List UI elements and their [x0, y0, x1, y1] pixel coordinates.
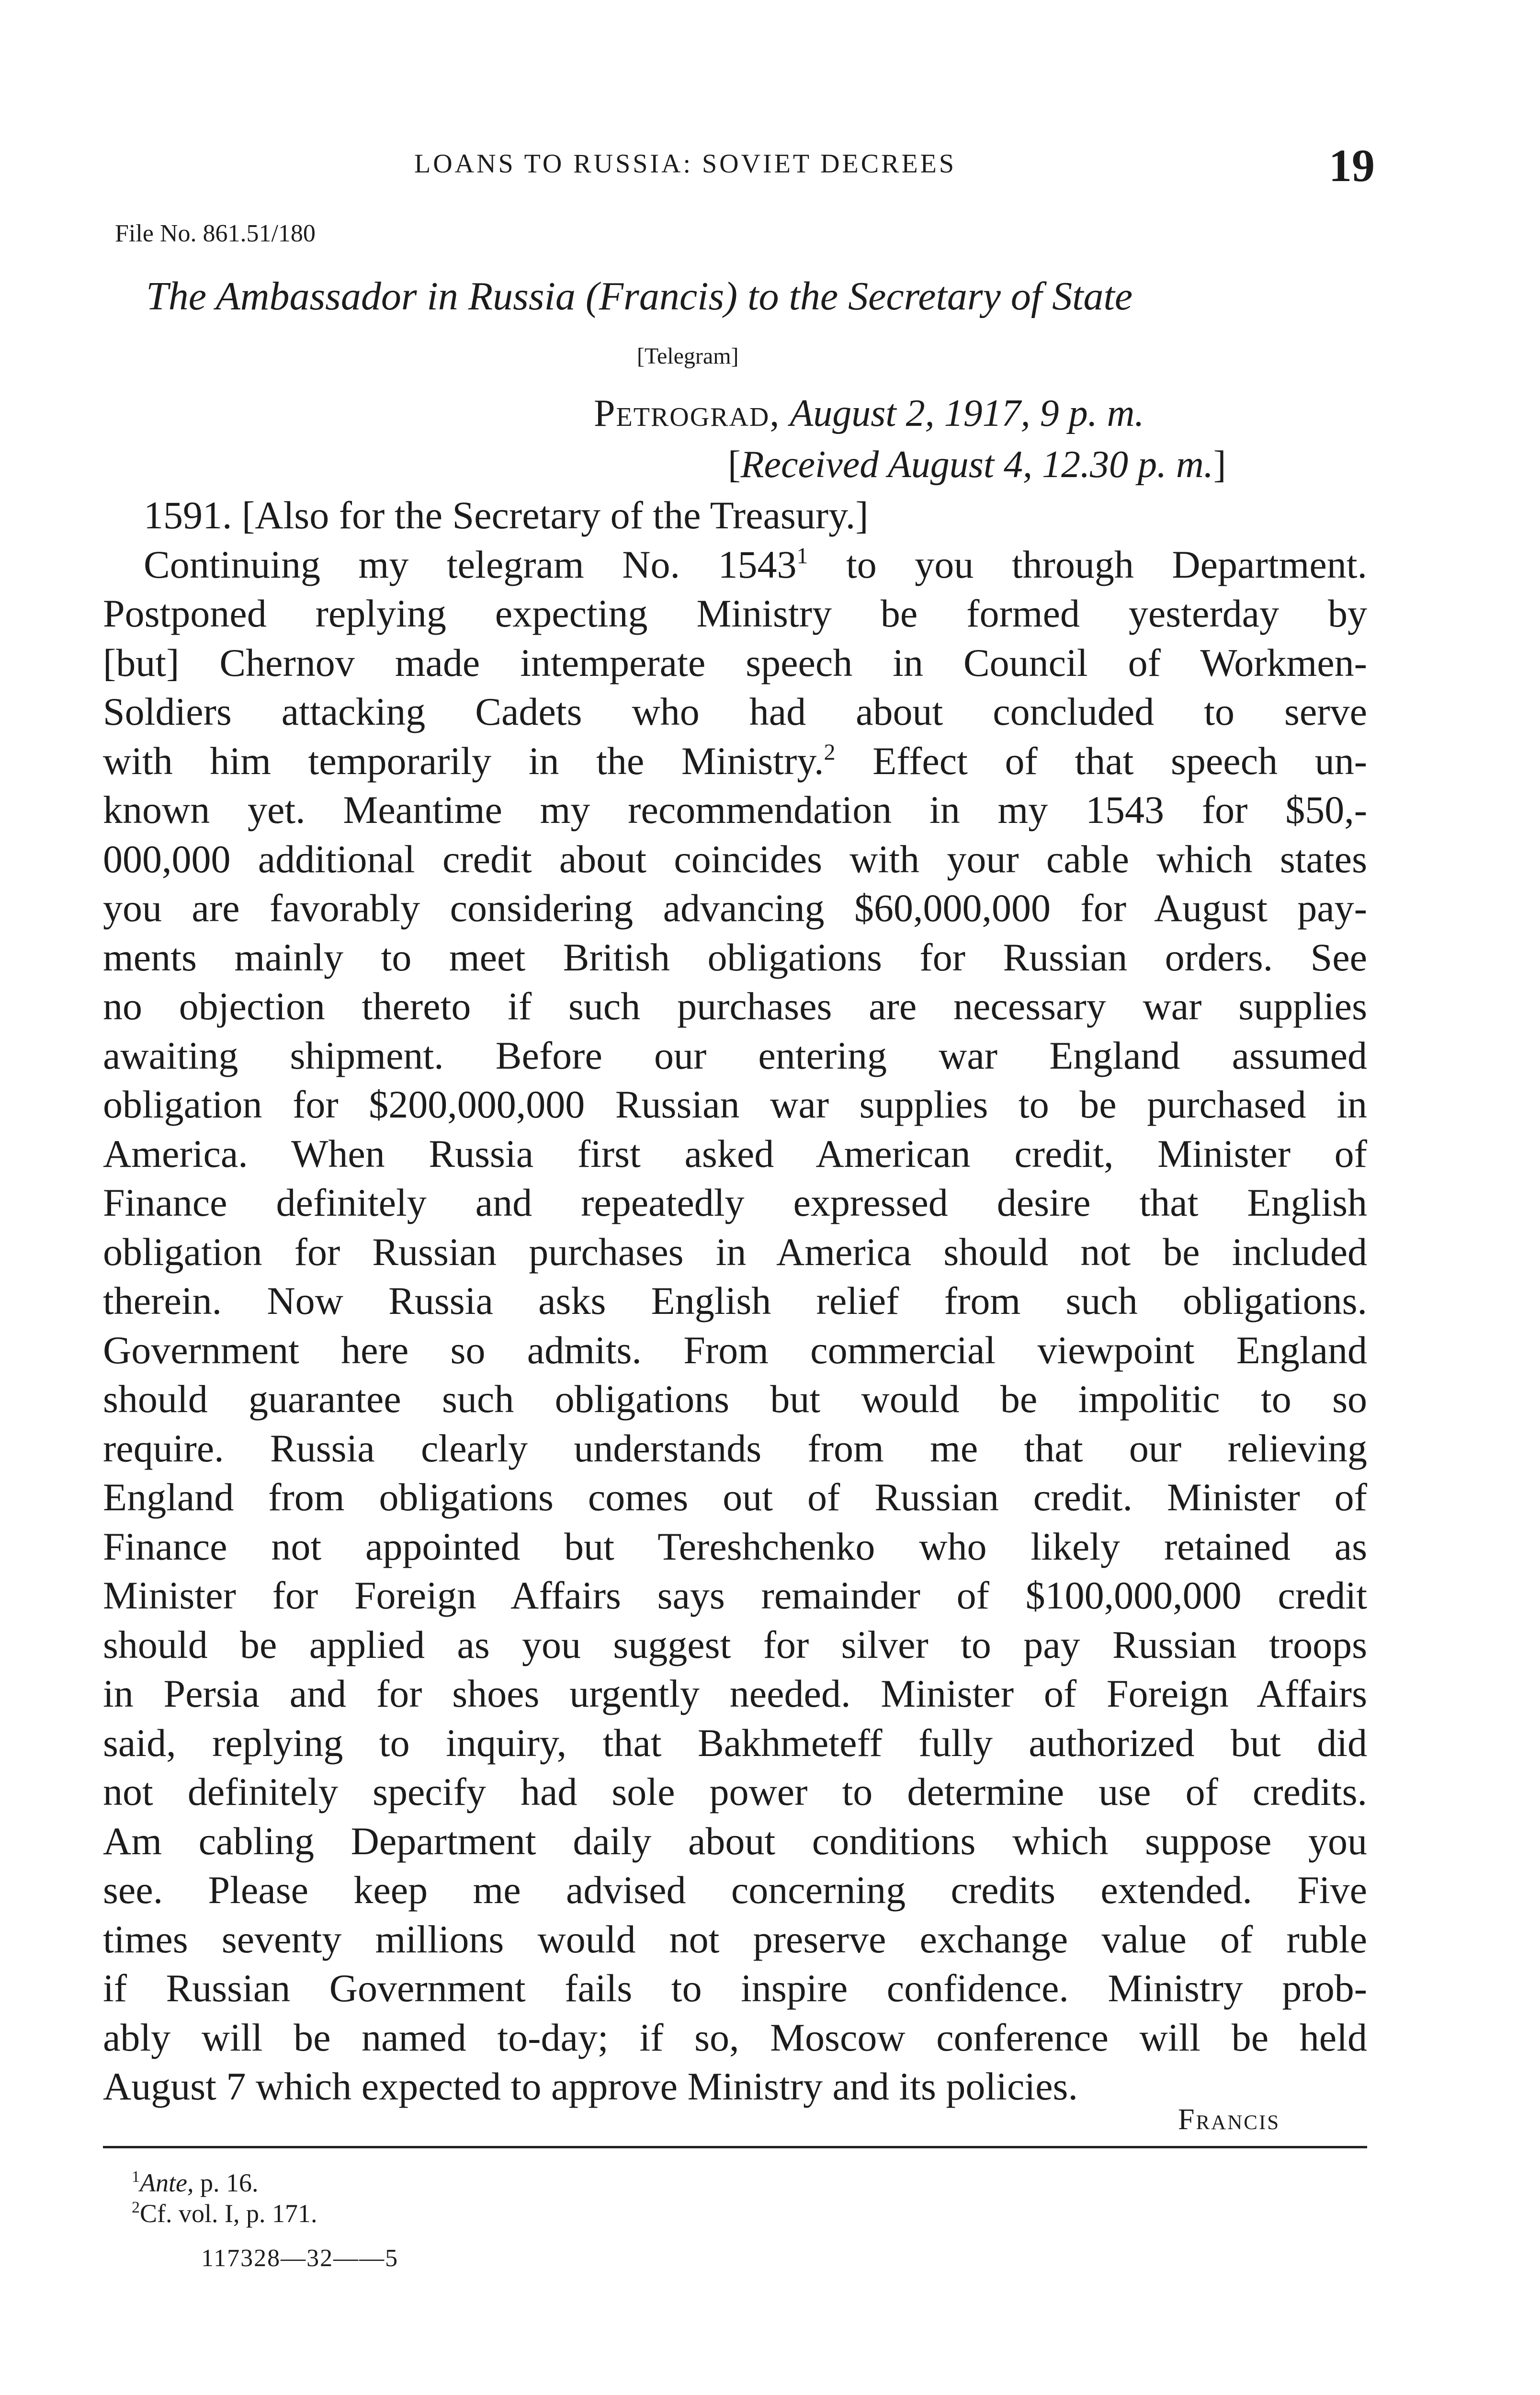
body-line: [103, 737, 1367, 786]
document-type: [Telegram]: [637, 343, 739, 369]
body-line: you are favorably considering advancing $60,000,000 for August pay-: [103, 886, 1367, 930]
footnote-mark: 1: [132, 2168, 140, 2186]
body-line: not definitely specify had sole power to determine use of credits.: [103, 1770, 1367, 1813]
footnote-ref-text: Ante,: [140, 2168, 194, 2197]
body-line: 000,000 additional credit about coincides with your cable which states: [103, 837, 1367, 881]
body-line: Finance not appointed but Tereshchenko who likely retained as: [103, 1524, 1367, 1568]
body-line: said, replying to inquiry, that Bakhmeteff fully authorized but did: [103, 1721, 1367, 1765]
footnote-divider: [103, 2146, 1367, 2148]
body-line: times seventy millions would not preserve exchange value of ruble: [103, 1917, 1367, 1961]
body-line: Postponed replying expecting Ministry be formed yesterday by: [103, 592, 1367, 635]
body-line-segment: to you through Department.: [846, 542, 1367, 586]
body-line-segment: Continuing my telegram No. 1543: [144, 542, 797, 586]
body-line: Finance definitely and repeatedly expressed desire that English: [103, 1181, 1367, 1224]
body-line: England from obligations comes out of Russian credit. Minister of: [103, 1475, 1367, 1519]
footnote-mark: 2: [132, 2199, 140, 2216]
body-line: if Russian Government fails to inspire confidence. Ministry prob-: [103, 1966, 1367, 2010]
body-line: require. Russia clearly understands from me that our relieving: [103, 1426, 1367, 1470]
body-line: [but] Chernov made intemperate speech in Council of Workmen-: [103, 640, 1367, 684]
file-number: File No. 861.51/180: [115, 220, 316, 247]
footnotes: [132, 2167, 317, 2229]
body-line: Soldiers attacking Cadets who had about concluded to serve: [103, 690, 1367, 733]
title-part-1: The Ambassador in Russia: [146, 274, 576, 319]
footnote: [132, 2198, 317, 2229]
body-line: should guarantee such obligations but would be impolitic to so: [103, 1377, 1367, 1421]
body-line: awaiting shipment. Before our entering war England assumed: [103, 1033, 1367, 1077]
body-line: August 7 which expected to approve Ministry and its policies.: [103, 2064, 1078, 2108]
telegram-number-line: 1591. [Also for the Secretary of the Treasury.]: [144, 493, 869, 537]
printer-mark: 117328—32——5: [201, 2245, 399, 2272]
dateline-place: Petrograd,: [594, 392, 781, 434]
body-line: known yet. Meantime my recommendation in my 1543 for $50,-: [103, 788, 1367, 832]
telegram-body: [103, 491, 1367, 2111]
footnote-ref: 1: [796, 543, 808, 569]
body-line: Minister for Foreign Affairs says remainder of $100,000,000 credit: [103, 1574, 1367, 1617]
body-line: ments mainly to meet British obligations for Russian orders. See: [103, 935, 1367, 979]
page-number: 19: [1329, 140, 1375, 191]
document-title: [146, 273, 1132, 319]
footnote-text: Cf. vol. I, p. 171.: [140, 2199, 317, 2228]
body-line: therein. Now Russia asks English relief from such obligations.: [103, 1279, 1367, 1323]
received-date: Received August 4, 12.30 p. m.: [740, 444, 1213, 486]
body-line: should be applied as you suggest for silver to pay Russian troops: [103, 1622, 1367, 1666]
body-line: ably will be named to-day; if so, Moscow conference will be held: [103, 2015, 1367, 2059]
body-line: [103, 540, 1367, 590]
body-line: in Persia and for shoes urgently needed. Minister of Foreign Affairs: [103, 1672, 1367, 1715]
body-line: Government here so admits. From commercial viewpoint England: [103, 1328, 1367, 1372]
running-head: LOANS TO RUSSIA: SOVIET DECREES: [414, 149, 957, 179]
body-line: obligation for $200,000,000 Russian war supplies to be purchased in: [103, 1083, 1367, 1126]
body-line-segment: with him temporarily in the Ministry.: [103, 739, 824, 783]
footnote-ref: 2: [824, 739, 836, 765]
body-line: Am cabling Department daily about conditions which suppose you: [103, 1819, 1367, 1863]
body-line-segment: Effect of that speech un-: [872, 739, 1368, 783]
body-line: obligation for Russian purchases in America should not be included: [103, 1230, 1367, 1274]
signature: Francis: [1178, 2103, 1280, 2136]
body-line: see. Please keep me advised concerning credits extended. Five: [103, 1868, 1367, 1912]
received-line: [Received August 4, 12.30 p. m.]: [728, 444, 1226, 486]
dateline: [594, 392, 1144, 435]
title-part-3: to the Secretary of State: [747, 274, 1133, 319]
dateline-date: August 2, 1917, 9 p. m.: [790, 392, 1144, 434]
footnote-text: p. 16.: [200, 2168, 259, 2197]
title-part-2: (Francis): [585, 274, 738, 319]
footnote: [132, 2167, 317, 2198]
body-line: no objection thereto if such purchases are necessary war supplies: [103, 984, 1367, 1028]
body-line: America. When Russia first asked American credit, Minister of: [103, 1131, 1367, 1175]
